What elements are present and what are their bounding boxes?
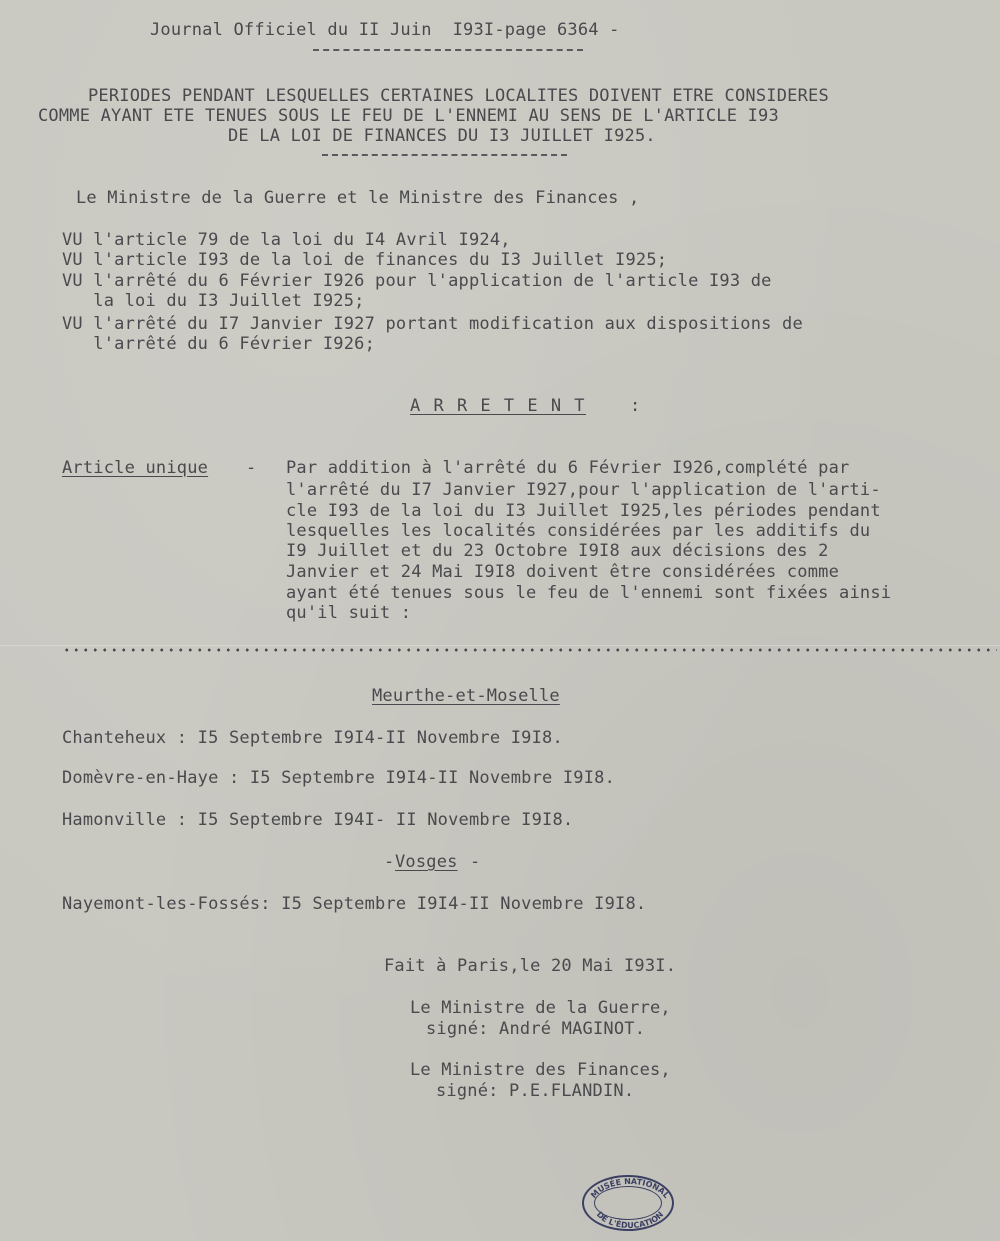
- visa-line: l'arrêté du 6 Février I926;: [62, 334, 376, 354]
- locality-entry: Domèvre-en-Haye : I5 Septembre I9I4-II Novembre I9I8.: [62, 768, 616, 788]
- preamble: Le Ministre de la Guerre et le Ministre des Finances ,: [76, 188, 640, 208]
- section-title-vosges: Vosges: [395, 852, 458, 872]
- arrete-colon: :: [630, 396, 641, 416]
- stamp-text-graphic: [584, 1177, 676, 1233]
- museum-stamp: [582, 1175, 674, 1231]
- section-dash-right: -: [470, 852, 481, 872]
- visa-line: VU l'article 79 de la loi du I4 Avril I924,: [62, 230, 511, 250]
- visa-line: VU l'arrêté du I7 Janvier I927 portant modification aux dispositions de: [62, 314, 803, 334]
- page-fold-line: [0, 645, 1000, 646]
- visa-line: VU l'article I93 de la loi de finances du I3 Juillet I925;: [62, 250, 668, 270]
- visa-line: la loi du I3 Juillet I925;: [62, 291, 365, 311]
- place-date: Fait à Paris,le 20 Mai I93I.: [384, 956, 677, 976]
- heading-line-3: DE LA LOI DE FINANCES DU I3 JUILLET I925.: [228, 126, 656, 146]
- stamp-bottom-text: DE L'ÉDUCATION: [594, 1209, 666, 1231]
- article-dash: -: [246, 458, 257, 478]
- section-title-meurthe-et-moselle: Meurthe-et-Moselle: [372, 686, 560, 706]
- locality-entry: Chanteheux : I5 Septembre I9I4-II Novembre I9I8.: [62, 728, 563, 748]
- minister-finance-signature: signé: P.E.FLANDIN.: [436, 1081, 635, 1101]
- section-dash-left: -: [384, 852, 395, 872]
- article-line: ayant été tenues sous le feu de l'ennemi sont fixées ainsi: [286, 583, 892, 603]
- article-line: lesquelles les localités considérées par les additifs du: [286, 521, 871, 541]
- article-line: Par addition à l'arrêté du 6 Février I926,complété par: [286, 458, 850, 478]
- minister-war-title: Le Ministre de la Guerre,: [410, 998, 671, 1018]
- heading-line-2: COMME AYANT ETE TENUES SOUS LE FEU DE L'ENNEMI AU SENS DE L'ARTICLE I93: [38, 106, 779, 126]
- dotted-separator: [62, 648, 997, 652]
- article-line: qu'il suit :: [286, 603, 412, 623]
- arrete-title: A R R E T E N T: [410, 396, 587, 416]
- header-rule: [313, 49, 583, 51]
- article-line: cle I93 de la loi du I3 Juillet I925,les périodes pendant: [286, 501, 881, 521]
- locality-entry: Hamonville : I5 Septembre I94I- II Novembre I9I8.: [62, 810, 574, 830]
- locality-entry: Nayemont-les-Fossés: I5 Septembre I9I4-II Novembre I9I8.: [62, 894, 647, 914]
- visa-line: VU l'arrêté du 6 Février I926 pour l'application de l'article I93 de: [62, 271, 772, 291]
- minister-finance-title: Le Ministre des Finances,: [410, 1060, 671, 1080]
- heading-rule: [322, 154, 567, 156]
- article-line: I9 Juillet et du 23 Octobre I9I8 aux décisions des 2: [286, 541, 829, 561]
- journal-header: Journal Officiel du II Juin I93I-page 6364 -: [150, 20, 620, 40]
- article-label: Article unique: [62, 458, 209, 478]
- article-line: l'arrêté du I7 Janvier I927,pour l'application de l'arti-: [286, 480, 881, 500]
- minister-war-signature: signé: André MAGINOT.: [426, 1019, 646, 1039]
- heading-line-1: PERIODES PENDANT LESQUELLES CERTAINES LOCALITES DOIVENT ETRE CONSIDERES: [88, 86, 829, 106]
- stamp-top-text: MUSÉE NATIONAL: [589, 1177, 672, 1200]
- article-line: Janvier et 24 Mai I9I8 doivent être considérées comme: [286, 562, 840, 582]
